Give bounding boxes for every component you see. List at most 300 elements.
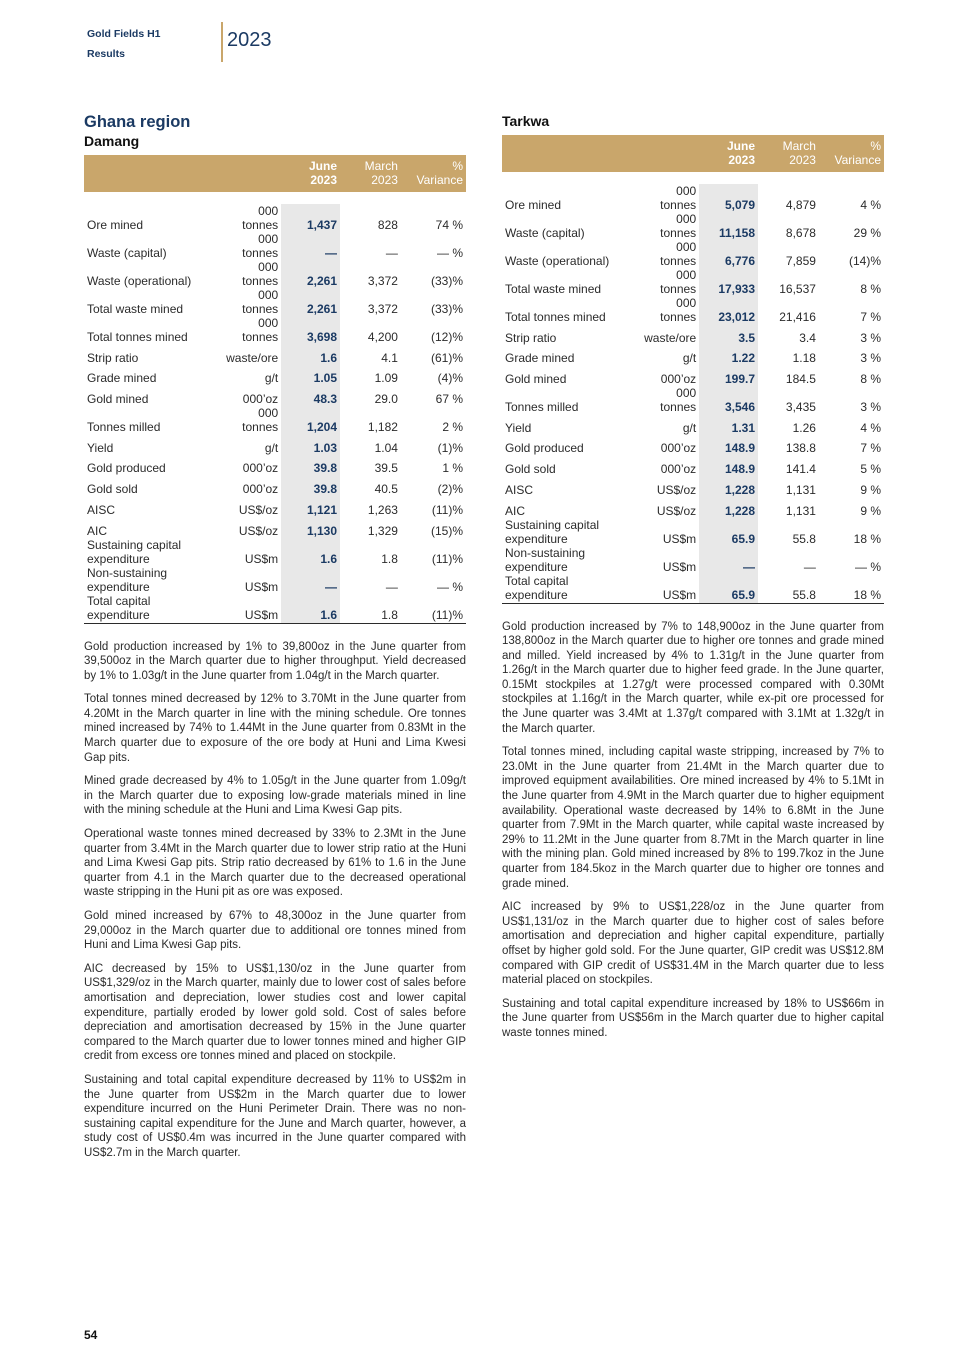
value-variance: 5 % <box>860 462 881 477</box>
table-row <box>84 385 466 406</box>
value-march-2023: 4,879 <box>785 198 816 212</box>
table-row <box>84 344 466 365</box>
row-unit-line2: tonnes <box>660 254 697 268</box>
row-label: AISC <box>87 502 116 517</box>
row-label: Ore mined <box>505 198 562 212</box>
value-march-2023: — <box>803 559 816 574</box>
value-june-2023: — <box>281 232 340 260</box>
value-variance: (33)% <box>430 274 463 288</box>
table-row <box>502 212 884 240</box>
row-unit <box>216 538 281 566</box>
report-subtitle: Results <box>87 48 125 60</box>
row-unit-line2: US$m <box>662 587 697 602</box>
row-label: Gold mined <box>505 372 567 387</box>
row-unit-line1: 000 <box>258 288 279 302</box>
damang-table-body <box>84 192 466 623</box>
row-unit <box>216 232 281 260</box>
row-unit-line1: 000 <box>676 386 697 401</box>
value-variance: (1)% <box>437 440 463 455</box>
value-variance: 18 % <box>853 531 881 546</box>
value-june-2023: 199.7 <box>699 365 758 386</box>
row-label: Strip ratio <box>505 330 557 345</box>
row-label-line1: Non-sustaining <box>505 545 586 560</box>
row-label: Gold sold <box>505 462 556 477</box>
row-unit <box>634 240 699 268</box>
value-june-2023: 39.8 <box>281 455 340 476</box>
value-variance: 3 % <box>860 351 881 366</box>
value-june-2023: 1.03 <box>281 434 340 455</box>
row-label: Strip ratio <box>87 350 139 365</box>
row-unit <box>216 496 281 517</box>
row-unit-line2: tonnes <box>660 282 697 296</box>
value-june-2023: 1,228 <box>699 476 758 497</box>
table-row <box>84 475 466 496</box>
table-row <box>84 455 466 476</box>
row-unit-line2: 000’oz <box>660 441 697 456</box>
row-unit <box>634 345 699 366</box>
value-march-2023: 21,416 <box>779 310 816 324</box>
value-variance: — % <box>436 246 463 260</box>
value-june-2023: 65.9 <box>699 518 758 546</box>
value-march-2023: 39.5 <box>374 461 398 476</box>
row-unit <box>216 365 281 386</box>
row-label: Gold produced <box>505 441 584 456</box>
tarkwa-operating-table <box>502 135 884 604</box>
table-row <box>84 260 466 288</box>
value-march-2023: 1.09 <box>374 371 398 386</box>
value-variance: (61)% <box>430 350 463 365</box>
row-unit <box>216 260 281 288</box>
value-variance: 4 % <box>860 420 881 435</box>
table-row <box>502 268 884 296</box>
row-unit <box>634 476 699 497</box>
row-label-line2: expenditure <box>505 531 568 546</box>
row-label <box>502 518 634 546</box>
value-march-2023: 3,435 <box>785 400 816 415</box>
value-variance: 7 % <box>860 441 881 456</box>
value-march-2023: 1.8 <box>340 594 401 624</box>
value-june-2023: 3,698 <box>281 316 340 344</box>
commentary-paragraph: Mined grade decreased by 4% to 1.05g/t in the June quarter from 1.09g/t in the March quarter due to exposing low-grade materials mined in line with the mining schedule at the Huni and Lima Kwesi Gap pits. <box>84 775 466 817</box>
value-march-2023: 3,372 <box>367 302 398 316</box>
row-unit <box>216 434 281 455</box>
row-unit <box>216 344 281 365</box>
commentary-paragraph: Gold mined increased by 67% to 48,300oz in the June quarter from 29,000oz in the March quarter due to additional ore tonnes mined from Huni and Lima Kwesi Gap pits. <box>84 910 466 952</box>
row-unit <box>216 204 281 232</box>
value-variance: 8 % <box>860 282 881 296</box>
row-unit-line2: 000’oz <box>242 392 279 407</box>
row-unit-line2: tonnes <box>242 218 279 232</box>
row-unit <box>216 406 281 434</box>
value-june-2023: 2,261 <box>281 288 340 316</box>
table-row <box>502 184 884 212</box>
row-label-line2: expenditure <box>87 551 150 566</box>
table-row <box>502 497 884 518</box>
header-divider <box>221 22 223 62</box>
row-unit <box>634 546 699 574</box>
report-year: 2023 <box>227 29 272 51</box>
row-label: Gold produced <box>87 461 166 476</box>
row-unit-line2: g/t <box>264 371 279 386</box>
row-label: Grade mined <box>87 371 157 386</box>
table-header-row <box>84 155 466 192</box>
value-variance: 8 % <box>860 372 881 387</box>
row-unit-line2: 000’oz <box>242 461 279 476</box>
row-unit-line2: tonnes <box>660 226 697 240</box>
table-row <box>84 566 466 594</box>
value-variance: 4 % <box>860 198 881 212</box>
row-unit-line2: tonnes <box>660 198 697 212</box>
row-label: AISC <box>505 482 534 497</box>
commentary-paragraph: Sustaining and total capital expenditure decreased by 11% to US$2m in the June quarter from US$2m in the March quarter due to lower expenditure incurred on the Huni Perimeter Drain. There was no non-sustaining capital expenditure for the June and March quarter, however, a study cost of US$0.4m was incurred in the June quarter compared with US$2.7m in the March quarter. <box>84 1073 466 1159</box>
row-unit-line2: g/t <box>264 440 279 455</box>
value-june-2023: 3,546 <box>699 386 758 414</box>
row-label <box>502 574 634 604</box>
row-label: Total tonnes mined <box>87 330 188 344</box>
row-unit-line2: 000’oz <box>660 372 697 387</box>
table-row <box>502 435 884 456</box>
row-label-line1: Sustaining capital <box>505 517 600 532</box>
commentary-paragraph: Total tonnes mined, including capital waste stripping, increased by 7% to 23.0Mt in the June quarter from 21.4Mt in the March quarter due to improved equipment availabilities. Ore mined increased by 4% to 5.1Mt in the June quarter from 4.9Mt in the March quarter due to higher equipment availability. Operational waste decreased by 14% to 6.8Mt in the June quarter from 7.9Mt in the March quarter, while capital waste increased by 29% to 11.2Mt in the June quarter from 8.7Mt in the March quarter in line with the mining plan. Gold mined increased by 8% to 199.7koz in the June quarter from 184.5koz in the March quarter due to higher ore tonnes and grade mined. <box>502 746 884 890</box>
value-march-2023: 1.18 <box>792 351 816 366</box>
region-title: Ghana region <box>84 113 191 131</box>
commentary-paragraph: AIC decreased by 15% to US$1,130/oz in the June quarter from US$1,329/oz in the March quarter, mainly due to lower cost of sales before amortisation and depreciation, lower studies cost and lower capital expenditure, partially eroded by lower gold sold. Cost of sales before depreciation and amortisation decreased by 15% in the June quarter compared to the March quarter due to lower tonnes mined and higher GIP credit from excess ore tonnes mined and placed on stockpile. <box>84 962 466 1063</box>
commentary-paragraph: Sustaining and total capital expenditure increased by 18% to US$66m in the June quarter from US$56m in the March quarter due to higher capital waste tonnes mined. <box>502 997 884 1039</box>
value-variance: 3 % <box>860 330 881 345</box>
mine-title-damang: Damang <box>84 133 140 149</box>
table-row <box>84 316 466 344</box>
row-label-line1: Total capital <box>87 593 151 608</box>
value-june-2023: 148.9 <box>699 435 758 456</box>
value-march-2023: 184.5 <box>785 372 816 387</box>
row-unit-line2: waste/ore <box>226 350 279 365</box>
table-row <box>84 517 466 538</box>
value-june-2023: 1.6 <box>281 344 340 365</box>
tarkwa-table-body <box>502 172 884 603</box>
value-march-2023: 55.8 <box>792 531 816 546</box>
row-unit-line2: US$m <box>244 551 279 566</box>
row-unit <box>216 385 281 406</box>
table-row <box>502 574 884 604</box>
row-unit-line2: US$/oz <box>238 502 279 517</box>
value-june-2023: 1,204 <box>281 406 340 434</box>
header-june: June 2023 <box>699 135 758 172</box>
row-unit-line2: US$/oz <box>656 482 697 497</box>
row-unit-line2: tonnes <box>660 310 697 324</box>
value-variance: 74 % <box>435 218 463 232</box>
value-june-2023: 1,228 <box>699 497 758 518</box>
row-unit <box>634 497 699 518</box>
row-unit-line2: US$m <box>244 607 279 622</box>
value-june-2023: 148.9 <box>699 455 758 476</box>
row-label: Total waste mined <box>505 282 602 296</box>
row-unit-line1: 000 <box>258 204 279 218</box>
row-unit-line1: 000 <box>676 296 697 310</box>
row-unit <box>216 316 281 344</box>
value-variance: (15)% <box>430 523 463 538</box>
row-label: Yield <box>87 440 114 455</box>
row-unit-line2: 000’oz <box>660 462 697 477</box>
row-label: Tonnes milled <box>505 400 579 415</box>
value-variance: — % <box>854 559 881 574</box>
value-march-2023: — <box>385 246 398 260</box>
row-unit-line1: 000 <box>676 240 697 254</box>
row-unit <box>634 324 699 345</box>
row-label: Yield <box>505 420 532 435</box>
value-march-2023: 40.5 <box>374 482 398 497</box>
value-march-2023: 141.4 <box>785 462 816 477</box>
table-spacer <box>84 192 466 204</box>
row-label-line1: Non-sustaining <box>87 565 168 580</box>
row-unit-line2: US$/oz <box>656 503 697 518</box>
value-march-2023: 1.26 <box>792 420 816 435</box>
row-unit-line1: 000 <box>258 260 279 274</box>
value-june-2023: 48.3 <box>281 385 340 406</box>
tarkwa-section <box>502 112 884 1050</box>
value-variance: 67 % <box>435 392 463 407</box>
table-row <box>84 232 466 260</box>
value-march-2023: 29.0 <box>374 392 398 407</box>
value-june-2023: 17,933 <box>699 268 758 296</box>
table-row <box>502 345 884 366</box>
table-row <box>502 455 884 476</box>
table-row <box>84 538 466 566</box>
row-label: Total waste mined <box>87 302 184 316</box>
row-unit-line2: 000’oz <box>242 482 279 497</box>
table-header-row <box>502 135 884 172</box>
value-variance: (11)% <box>431 551 463 566</box>
table-row <box>84 496 466 517</box>
value-march-2023: 4.1 <box>381 350 398 365</box>
row-label: Waste (capital) <box>505 226 585 240</box>
value-variance: 3 % <box>860 400 881 415</box>
value-june-2023: 6,776 <box>699 240 758 268</box>
table-row <box>84 365 466 386</box>
value-variance: 9 % <box>860 503 881 518</box>
report-header <box>87 24 161 64</box>
row-unit <box>634 386 699 414</box>
row-unit <box>634 212 699 240</box>
table-row <box>502 518 884 546</box>
value-june-2023: 2,261 <box>281 260 340 288</box>
value-march-2023: 55.8 <box>758 574 819 604</box>
header-june: June 2023 <box>281 155 340 192</box>
row-unit-line2: g/t <box>682 351 697 366</box>
value-june-2023: — <box>699 546 758 574</box>
row-unit-line2: US$m <box>244 579 279 594</box>
table-row <box>502 365 884 386</box>
row-unit-line2: g/t <box>682 420 697 435</box>
row-unit-line2: US$m <box>662 559 697 574</box>
row-unit-line2: tonnes <box>660 400 697 415</box>
row-unit-line2: tonnes <box>242 246 279 260</box>
value-march-2023: 1,329 <box>367 523 398 538</box>
row-unit <box>216 288 281 316</box>
value-june-2023: 1,437 <box>281 204 340 232</box>
row-unit <box>216 455 281 476</box>
value-march-2023: 8,678 <box>785 226 816 240</box>
header-variance: % Variance <box>401 155 466 192</box>
mine-title-tarkwa: Tarkwa <box>502 113 550 129</box>
value-june-2023: 1.31 <box>699 414 758 435</box>
row-label: Gold mined <box>87 392 149 407</box>
row-unit <box>634 574 699 604</box>
row-label: Grade mined <box>505 351 575 366</box>
row-label: Waste (operational) <box>87 274 192 288</box>
row-unit <box>634 296 699 324</box>
value-variance: (11)% <box>401 594 466 624</box>
value-march-2023: 7,859 <box>785 254 816 268</box>
row-unit <box>216 594 281 624</box>
table-row <box>502 414 884 435</box>
report-name: Gold Fields H1 <box>87 28 161 40</box>
row-unit-line1: 000 <box>258 316 279 330</box>
tarkwa-commentary <box>502 620 884 1041</box>
value-march-2023: 16,537 <box>779 282 816 296</box>
value-march-2023: 1,131 <box>785 503 816 518</box>
value-june-2023: 5,079 <box>699 184 758 212</box>
value-variance: (14)% <box>848 254 881 268</box>
damang-operating-table <box>84 155 466 624</box>
table-row <box>502 240 884 268</box>
row-unit-line2: tonnes <box>242 274 279 288</box>
value-march-2023: 1,182 <box>367 420 398 435</box>
value-june-2023: 1.22 <box>699 345 758 366</box>
header-variance: % Variance <box>819 135 884 172</box>
row-label <box>84 566 216 594</box>
row-unit-line2: tonnes <box>242 330 279 344</box>
row-unit <box>634 414 699 435</box>
value-march-2023: 828 <box>377 218 398 232</box>
value-march-2023: 3,372 <box>367 274 398 288</box>
row-label: AIC <box>87 523 108 538</box>
value-march-2023: — <box>385 579 398 594</box>
value-june-2023: 1,121 <box>281 496 340 517</box>
damang-section <box>84 112 466 1170</box>
table-row <box>84 434 466 455</box>
value-variance: (11)% <box>431 502 463 517</box>
row-unit <box>634 455 699 476</box>
value-june-2023: 1.6 <box>281 538 340 566</box>
table-row <box>502 386 884 414</box>
row-unit <box>634 365 699 386</box>
row-unit <box>634 268 699 296</box>
row-unit-line1: 000 <box>258 232 279 246</box>
row-unit-line2: US$m <box>662 531 697 546</box>
row-label <box>84 538 216 566</box>
row-label-line1: Sustaining capital <box>87 537 182 552</box>
value-march-2023: 3.4 <box>799 330 816 345</box>
row-unit-line2: waste/ore <box>644 330 697 345</box>
commentary-paragraph: Total tonnes mined decreased by 12% to 3.70Mt in the June quarter from 4.20Mt in the March quarter in line with the mining schedule. Ore tonnes mined increased by 74% to 1.44Mt in the June quarter from 0.83Mt in the March quarter due to exposure of the ore body at Huni and Lima Kwesi Gap pits. <box>84 693 466 764</box>
table-row <box>502 324 884 345</box>
commentary-paragraph: Operational waste tonnes mined decreased by 33% to 2.3Mt in the June quarter from 3.4Mt in the March quarter due to lower strip ratio at the Huni and Lima Kwesi Gap pits. Strip ratio decreased by 61% to 1.6 in the June quarter from 4.1 in the March quarter due to the decreased operational waste stripping in the Huni pit as ore was exposed. <box>84 828 466 899</box>
row-label: Gold sold <box>87 482 138 497</box>
commentary-paragraph: Gold production increased by 7% to 148,900oz in the June quarter from 138,800oz in the March quarter due to higher ore tonnes and grade mined and milled. Yield increased by 4% to 1.31g/t in the June quarter from 1.26g/t in the March quarter due to higher feed grade. In the June quarter, 0.15Mt stockpiles at 1.27g/t were processed compared with 0.30Mt stockpiles at 1.16g/t in the March quarter, while ex-pit ore processed for the June quarter was 3.4Mt at 1.37g/t compared with 3.1Mt at 1.32g/t in the March quarter. <box>502 620 884 735</box>
row-unit-line2: tonnes <box>242 420 279 435</box>
commentary-paragraph: AIC increased by 9% to US$1,228/oz in the June quarter from US$1,131/oz in the March quarter due to higher cost of sales before amortisation and depreciation and higher capital expenditure, partially offset by higher gold sold. For the June quarter, GIP credit was US$12.8M compared with GIP credit of US$31.4M in the March quarter due to less material placed on stockpiles. <box>502 901 884 987</box>
damang-commentary <box>84 640 466 1161</box>
table-row <box>84 288 466 316</box>
value-june-2023: 3.5 <box>699 324 758 345</box>
value-variance: (33)% <box>430 302 463 316</box>
value-variance: 1 % <box>442 461 463 476</box>
row-unit-line1: 000 <box>676 268 697 282</box>
row-unit <box>216 566 281 594</box>
value-march-2023: 1.8 <box>381 551 398 566</box>
value-variance: (12)% <box>430 330 463 344</box>
row-label-line2: expenditure <box>505 587 568 602</box>
table-spacer <box>502 172 884 184</box>
value-march-2023: 4,200 <box>367 330 398 344</box>
value-variance: (4)% <box>437 371 463 386</box>
header-march: March 2023 <box>758 135 819 172</box>
value-march-2023: 138.8 <box>785 441 816 456</box>
table-row <box>84 594 466 624</box>
value-variance: 9 % <box>860 482 881 497</box>
row-unit-line1: 000 <box>676 184 697 198</box>
table-row <box>502 296 884 324</box>
row-unit-line1: 000 <box>676 212 697 226</box>
row-label-line2: expenditure <box>87 607 150 622</box>
commentary-paragraph: Gold production increased by 1% to 39,800oz in the June quarter from 39,500oz in the March quarter due to higher throughput. Yield decreased by 1% to 1.03g/t in the June quarter from 1.04g/t in the March quarter. <box>84 640 466 682</box>
row-unit <box>634 435 699 456</box>
row-unit-line1: 000 <box>258 406 279 421</box>
table-row <box>502 546 884 574</box>
value-june-2023: 23,012 <box>699 296 758 324</box>
row-label-line1: Total capital <box>505 573 569 588</box>
value-june-2023: 1.05 <box>281 365 340 386</box>
row-unit <box>634 184 699 212</box>
row-label <box>502 546 634 574</box>
row-unit <box>634 518 699 546</box>
value-june-2023: — <box>281 566 340 594</box>
row-label-line2: expenditure <box>87 579 150 594</box>
value-variance: 7 % <box>860 310 881 324</box>
value-june-2023: 65.9 <box>699 574 758 604</box>
table-row <box>84 406 466 434</box>
row-unit-line2: tonnes <box>242 302 279 316</box>
row-label-line2: expenditure <box>505 559 568 574</box>
row-label: Waste (capital) <box>87 246 167 260</box>
value-june-2023: 1.6 <box>281 594 340 624</box>
value-june-2023: 1,130 <box>281 517 340 538</box>
table-row <box>84 204 466 232</box>
header-march: March 2023 <box>340 155 401 192</box>
row-unit-line2: US$/oz <box>238 523 279 538</box>
row-label: AIC <box>505 503 526 518</box>
page-number: 54 <box>84 1328 98 1342</box>
value-march-2023: 1,131 <box>785 482 816 497</box>
value-variance: 18 % <box>819 574 884 604</box>
value-march-2023: 1.04 <box>374 440 398 455</box>
value-june-2023: 39.8 <box>281 475 340 496</box>
row-label: Waste (operational) <box>505 254 610 268</box>
value-variance: 2 % <box>442 420 463 435</box>
value-march-2023: 1,263 <box>367 502 398 517</box>
value-june-2023: 11,158 <box>699 212 758 240</box>
row-unit <box>216 517 281 538</box>
row-label <box>84 594 216 624</box>
row-label: Ore mined <box>87 218 144 232</box>
row-label: Tonnes milled <box>87 420 161 435</box>
row-unit <box>216 475 281 496</box>
value-variance: (2)% <box>437 482 463 497</box>
row-label: Total tonnes mined <box>505 310 606 324</box>
value-variance: — % <box>436 579 463 594</box>
table-row <box>502 476 884 497</box>
value-variance: 29 % <box>853 226 881 240</box>
